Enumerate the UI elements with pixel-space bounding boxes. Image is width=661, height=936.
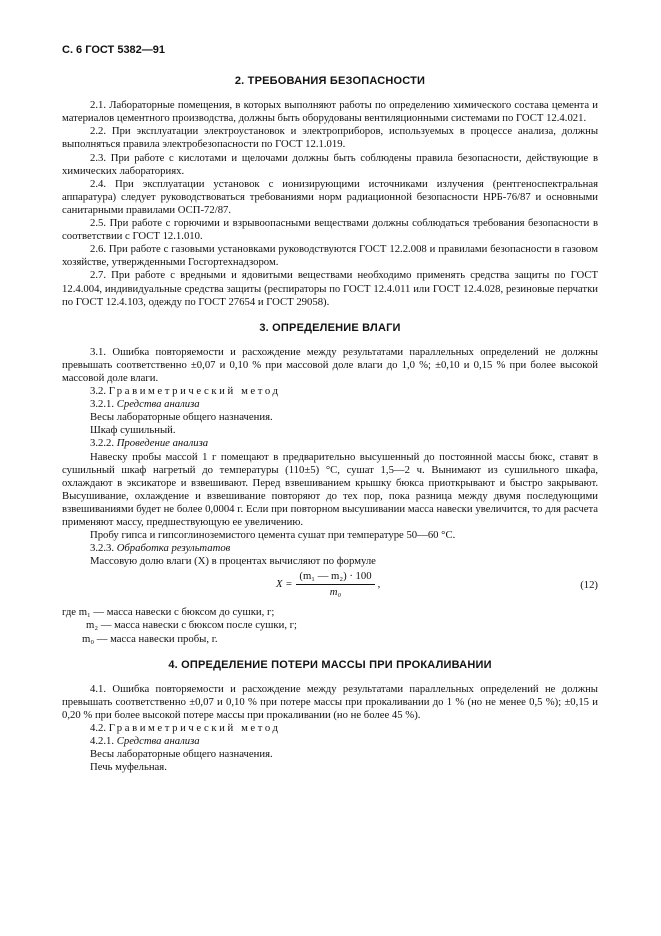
paragraph-2-6: 2.6. При работе с газовыми установками руководствуются ГОСТ 12.2.008 и правилами безопасности в газовом хозяйстве, утвержденными Госгортехнадзором. <box>62 243 598 269</box>
section-4-title: 4. ОПРЕДЕЛЕНИЕ ПОТЕРИ МАССЫ ПРИ ПРОКАЛИВАНИИ <box>168 658 492 671</box>
formula-denominator: m₀ <box>329 586 342 599</box>
procedure-paragraph: Навеску пробы массой 1 г помещают в предварительно высушенный до постоянной массы бюкс, ставят в сушильный шкаф нагретый до температуры (110±5) °С, сушат 1,5—2 ч. Вынимают из сушильного шкафа, охлаждают в эксикаторе и взвешивают. Перед взвешиванием крышку бюкса приоткрывают и быстро закрывают. Высушивание, охлаждение и взвешивание повторяют до тех пор, пока разница между двумя последующими взвешиваниями будет не более 0,0004 г. Если при повторном высушивании масса навески увеличится, то для расчета применяют массу, предшествующую ее увеличению. <box>62 450 598 528</box>
equipment-item: Шкаф сушильный. <box>90 424 176 437</box>
legend-item: m₀ — масса навески пробы, г. <box>82 632 218 645</box>
document-page <box>62 44 598 774</box>
heading-4-2-title: Гравиметрический метод <box>108 722 281 735</box>
heading-3-2-3 <box>62 542 598 555</box>
moisture-formula <box>62 570 598 604</box>
paragraph-2-1: 2.1. Лабораторные помещения, в которых выполняют работы по определению химического состава цемента и материалов цементного производства, должны быть оборудованы вентиляционными системами по ГОСТ 12.4.021. <box>62 99 598 125</box>
formula-fraction <box>296 570 374 599</box>
paragraph-2-3: 2.3. При работе с кислотами и щелочами должны быть соблюдены правила безопасности, действующие в химических лабораториях. <box>62 151 598 177</box>
equipment-item: Печь муфельная. <box>90 761 167 774</box>
paragraph-2-4: 2.4. При эксплуатации установок с ионизирующими источниками излучения (рентгеноспектральная аппаратура) следует руководствоваться требованиями норм радиационной безопасности НРБ-76/87 и основными санитарными правилами ОСП-72/87. <box>62 177 598 216</box>
heading-3-2 <box>62 385 598 398</box>
formula-legend <box>62 606 598 645</box>
formula-body <box>276 570 380 599</box>
equipment-item: Весы лабораторные общего назначения. <box>90 748 273 761</box>
paragraph-2-5: 2.5. При работе с горючими и взрывоопасными веществами должны соблюдаться требования безопасности в соответствии с ГОСТ 12.1.010. <box>62 217 598 243</box>
calculation-intro: Массовую долю влаги (X) в процентах вычисляют по формуле <box>90 555 376 568</box>
heading-3-2-1-number: 3.2.1. <box>90 398 115 411</box>
legend-item: m₂ — масса навески с бюксом после сушки, г; <box>86 619 298 632</box>
legend-item: где m₁ — масса навески с бюксом до сушки, г; <box>62 606 275 619</box>
section-2-title: 2. ТРЕБОВАНИЯ БЕЗОПАСНОСТИ <box>234 75 426 88</box>
gypsum-paragraph: Пробу гипса и гипсоглиноземистого цемента сушат при температуре 50—60 °С. <box>90 529 456 542</box>
formula-numerator: (m₁ — m₂) · 100 <box>296 570 374 585</box>
heading-4-2-1-title: Средства анализа <box>116 735 200 748</box>
heading-4-2-1 <box>62 735 598 748</box>
heading-3-2-2-title: Проведение анализа <box>116 437 209 450</box>
equation-number: (12) <box>580 579 598 592</box>
heading-3-2-2-number: 3.2.2. <box>90 437 115 450</box>
equipment-item: Весы лабораторные общего назначения. <box>90 411 273 424</box>
heading-3-2-number: 3.2. <box>90 385 107 398</box>
paragraph-4-1: 4.1. Ошибка повторяемости и расхождение между результатами параллельных определений не должны превышать соответственно ±0,07 и 0,10 % при потере массы при прокаливании до 1 % (но не менее 0,5 %); ±0,15 и 0,20 % при более высокой потере массы при прокаливании (но не более 45 %). <box>62 682 598 721</box>
heading-4-2-1-number: 4.2.1. <box>90 735 115 748</box>
heading-3-2-3-title: Обработка результатов <box>116 542 231 555</box>
page-header: С. 6 ГОСТ 5382—91 <box>62 44 166 56</box>
heading-3-2-1 <box>62 398 598 411</box>
heading-3-2-title: Гравиметрический метод <box>108 385 281 398</box>
formula-lhs: X = <box>276 578 293 591</box>
paragraph-2-7: 2.7. При работе с вредными и ядовитыми веществами необходимо применять средства защиты по ГОСТ 12.4.004, индивидуальные средства защиты (респираторы по ГОСТ 12.4.011 или ГОСТ 12.4.028, резиновые перчатки по ГОСТ 12.4.103, одежду по ГОСТ 27654 и ГОСТ 29058). <box>62 269 598 308</box>
section-3-title: 3. ОПРЕДЕЛЕНИЕ ВЛАГИ <box>259 321 401 334</box>
heading-4-2-number: 4.2. <box>90 722 107 735</box>
heading-3-2-2 <box>62 437 598 450</box>
formula-trail: , <box>377 578 381 591</box>
heading-3-2-3-number: 3.2.3. <box>90 542 115 555</box>
paragraph-3-1: 3.1. Ошибка повторяемости и расхождение между результатами параллельных определений не должны превышать соответственно ±0,07 и 0,10 % при массовой доле влаги до 1,0 %; ±0,10 и 0,15 % при более высокой массовой доле влаги. <box>62 345 598 384</box>
heading-3-2-1-title: Средства анализа <box>116 398 200 411</box>
paragraph-2-2: 2.2. При эксплуатации электроустановок и электроприборов, используемых в процессе анализа, должны выполняться правила электробезопасности по ГОСТ 12.1.019. <box>62 125 598 151</box>
heading-4-2 <box>62 722 598 735</box>
